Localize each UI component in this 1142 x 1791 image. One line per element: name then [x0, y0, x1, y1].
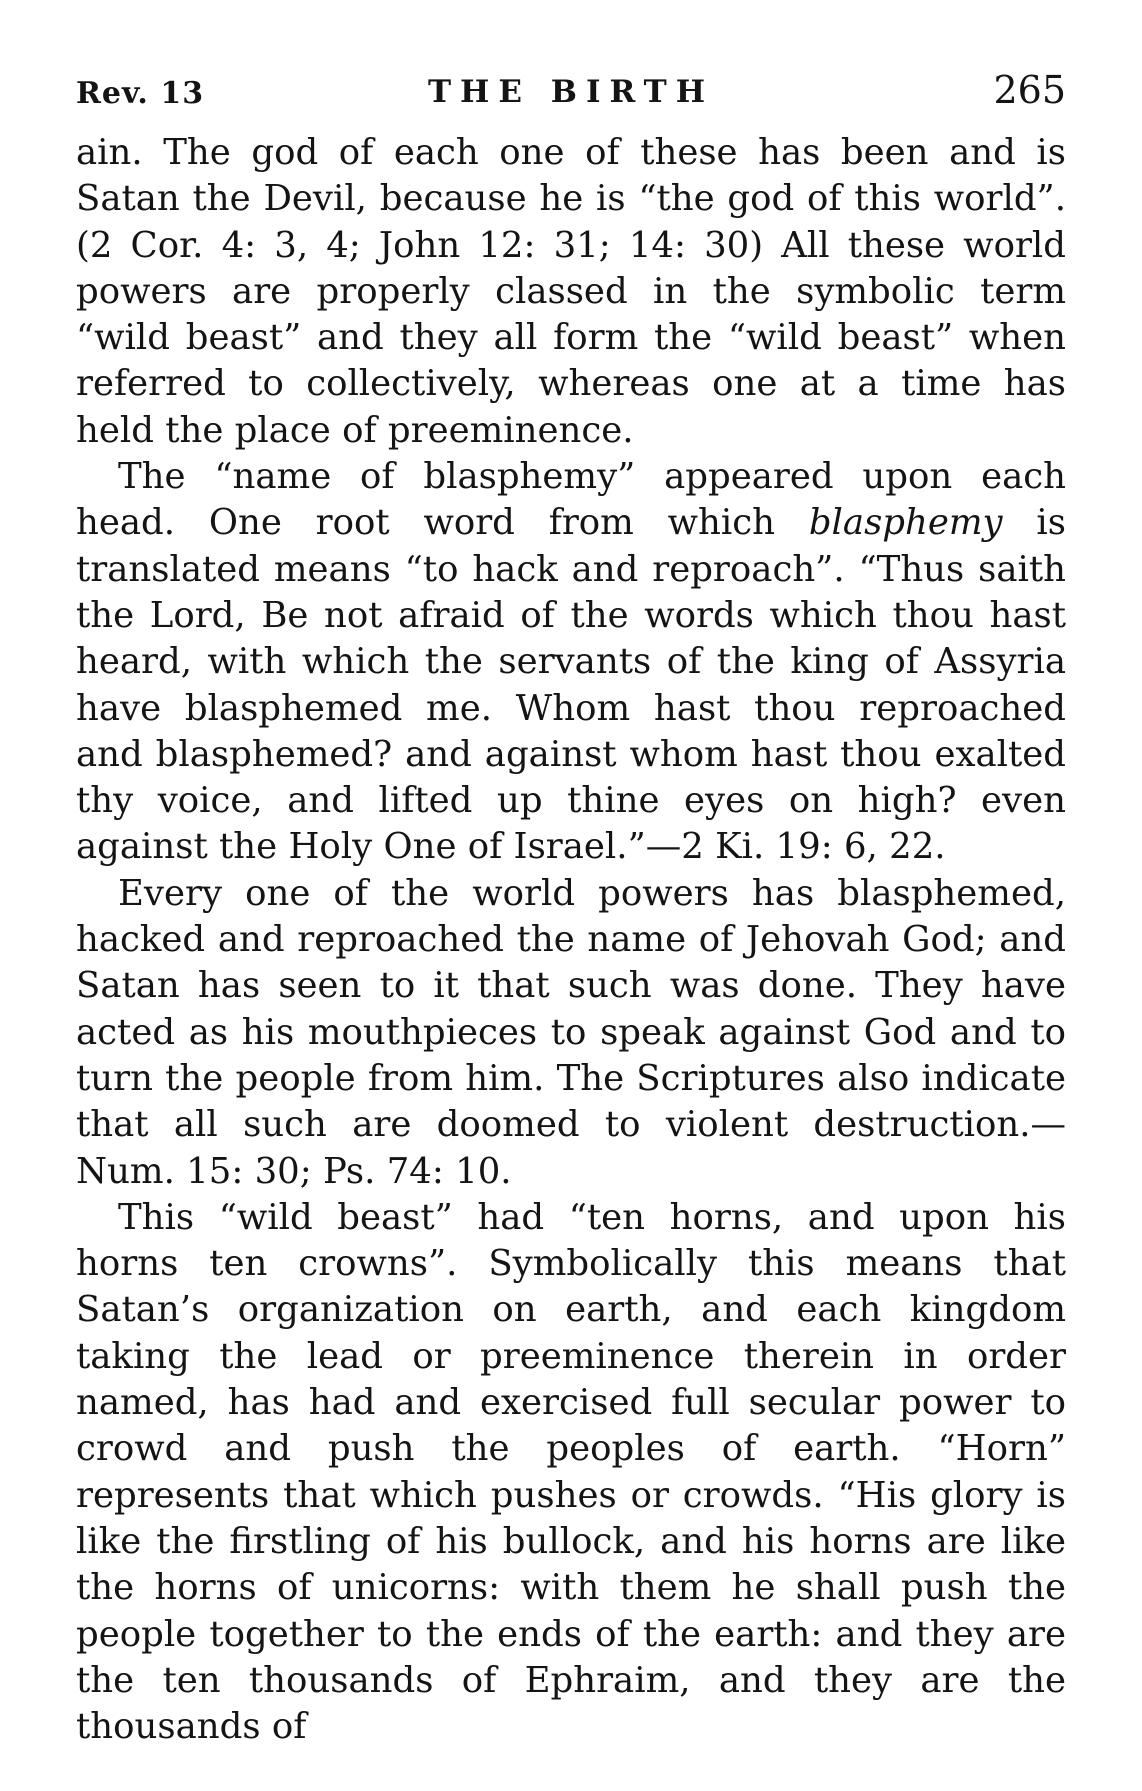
running-title: THE BIRTH [427, 74, 715, 110]
paragraph-text: ain. The god of each one of these has been and is Satan the Devil, because he is “the god of this world”. (2 Cor. 4: 3, 4; John 12: 31; 14: 30) All these world powers are properly classed in the symbolic term “wild beast” and they all form the “wild beast” when referred to collectively, whereas one at a time has held the place of preeminence. [76, 132, 1066, 451]
paragraph-text: Every one of the world powers has blasphemed, hacked and reproached the name of Jehovah God; and Satan has seen to it that such was done. They have acted as his mouthpieces to speak against God and to turn the people from him. The Scriptures also indicate that all such are doomed to violent destruction.—Num. 15: 30; Ps. 74: 10. [76, 872, 1066, 1192]
paragraph-4 [76, 1195, 1066, 1751]
paragraph-1 [76, 130, 1066, 454]
page-number: 265 [993, 68, 1066, 112]
italic-term: blasphemy [808, 502, 1003, 544]
paragraph-3 [76, 871, 1066, 1195]
paragraph-text: This “wild beast” had “ten horns, and upon his horns ten crowns”. Symbolically this means that Satan’s organization on earth, and each kingdom taking the lead or preeminence therein in order named, has had and exercised full secular power to crowd and push the peoples of earth. “Horn” represents that which pushes or crowds. “His glory is like the firstling of his bullock, and his horns are like the horns of unicorns: with them he shall push the people together to the ends of the earth: and they are the ten thousands of Ephraim, and they are the thousands of [76, 1196, 1066, 1748]
paragraph-2 [76, 454, 1066, 871]
paragraph-text: The “name of blasphemy” appeared upon each head. One root word from which [76, 456, 1066, 544]
chapter-reference: Rev. 13 [76, 76, 205, 111]
book-page [76, 62, 1066, 1750]
body-text [76, 130, 1066, 1750]
paragraph-text: is translated means “to hack and reproach”. “Thus saith the Lord, Be not afraid of the words which thou hast heard, with which the servants of the king of Assyria have blasphemed me. Whom hast thou reproached and blasphemed? and against whom hast thou exalted thy voice, and lifted up thine eyes on high? even against the Holy One of Israel.”—2 Ki. 19: 6, 22. [76, 502, 1066, 868]
running-header [76, 62, 1066, 120]
